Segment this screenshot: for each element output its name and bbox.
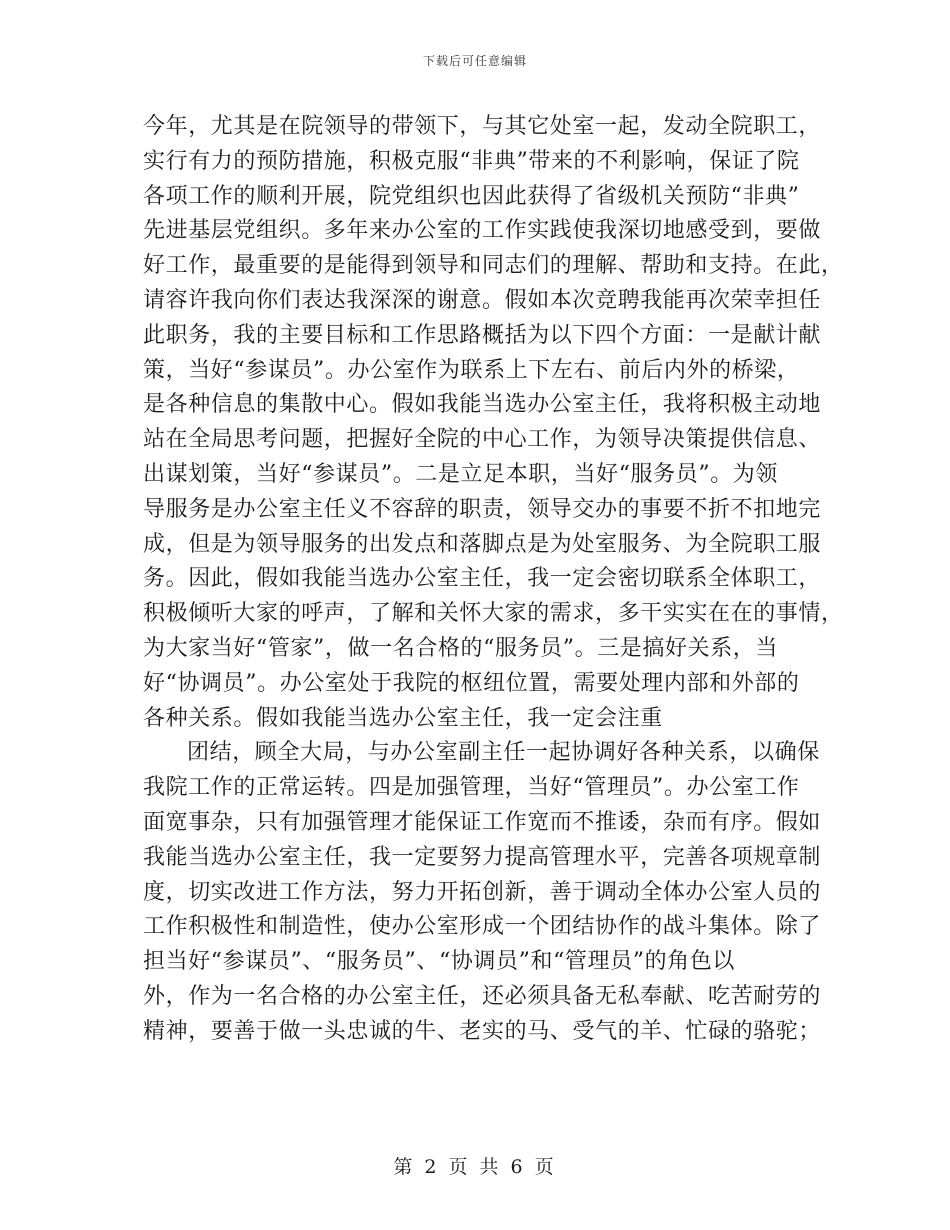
page-number: 第 2 页 共 6 页 xyxy=(393,1156,557,1178)
text-line: 我院工作的正常运转。四是加强管理，当好“管理员”。办公室工作 xyxy=(143,775,800,801)
text-line: 今年，尤其是在院领导的带领下，与其它处室一起，发动全院职工， xyxy=(143,114,822,139)
text-line: 好“协调员”。办公室处于我院的枢纽位置，需要处理内部和外部的 xyxy=(143,670,800,696)
text-line: 请容许我向你们表达我深深的谢意。假如本次竞聘我能再次荣幸担任 xyxy=(143,287,822,313)
text-line: 度，切实改进工作方法，努力开拓创新，善于调动全体办公室人员的 xyxy=(143,879,822,905)
text-line: 此职务，我的主要目标和工作思路概括为以下四个方面：一是献计献 xyxy=(143,322,822,348)
text-line: 各项工作的顺利开展，院党组织也因此获得了省级机关预防“非典” xyxy=(143,183,800,209)
paragraph-1 xyxy=(143,110,844,736)
text-line: 实行有力的预防措施，积极克服“非典”带来的不利影响，保证了院 xyxy=(143,148,800,174)
text-line: 积极倾听大家的呼声，了解和关怀大家的需求，多干实实在在的事情， xyxy=(143,601,844,627)
text-line: 工作积极性和制造性，使办公室形成一个团结协作的战斗集体。除了 xyxy=(143,914,822,940)
text-line: 担当好“参谋员”、“服务员”、“协调员”和“管理员”的角色以 xyxy=(143,949,735,975)
text-line: 精神，要善于做一头忠诚的牛、老实的马、受气的羊、忙碌的骆驼； xyxy=(143,1018,822,1044)
text-line: 出谋划策，当好“参谋员”。二是立足本职，当好“服务员”。为领 xyxy=(143,461,778,487)
text-line: 是各种信息的集散中心。假如我能当选办公室主任，我将积极主动地 xyxy=(143,392,822,418)
text-line: 为大家当好“管家”，做一名合格的“服务员”。三是搞好关系，当 xyxy=(143,635,778,661)
document-body xyxy=(143,110,844,1050)
text-line: 面宽事杂，只有加强管理才能保证工作宽而不推诿，杂而有序。假如 xyxy=(143,809,822,835)
text-line: 站在全局思考问题，把握好全院的中心工作，为领导决策提供信息、 xyxy=(143,427,822,453)
text-line: 团结，顾全大局，与办公室副主任一起协调好各种关系，以确保 xyxy=(187,740,820,766)
text-line: 各种关系。假如我能当选办公室主任，我一定会注重 xyxy=(143,705,663,731)
header-note: 下载后可任意编辑 xyxy=(422,54,527,68)
text-line: 我能当选办公室主任，我一定要努力提高管理水平，完善各项规章制 xyxy=(143,844,822,870)
text-line: 成，但是为领导服务的出发点和落脚点是为处室服务、为全院职工服 xyxy=(143,531,822,557)
text-line: 先进基层党组织。多年来办公室的工作实践使我深切地感受到，要做 xyxy=(143,218,822,244)
text-line: 策，当好“参谋员”。办公室作为联系上下左右、前后内外的桥梁， xyxy=(143,357,800,383)
text-line: 导服务是办公室主任义不容辞的职责，领导交办的事要不折不扣地完 xyxy=(143,496,822,522)
text-line: 好工作，最重要的是能得到领导和同志们的理解、帮助和支持。在此， xyxy=(143,253,844,279)
text-line: 外，作为一名合格的办公室主任，还必须具备无私奉献、吃苦耐劳的 xyxy=(143,983,822,1009)
text-line: 务。因此，假如我能当选办公室主任，我一定会密切联系全体职工， xyxy=(143,566,822,592)
paragraph-2 xyxy=(143,736,822,1049)
